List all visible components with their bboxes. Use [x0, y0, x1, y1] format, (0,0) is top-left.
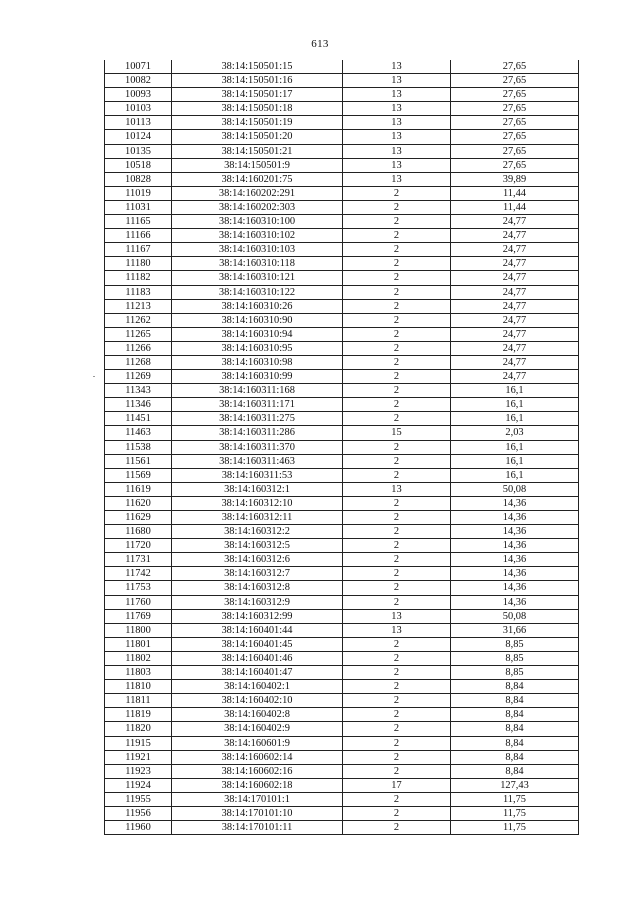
table-row	[105, 229, 579, 243]
value-cell: 27,65	[451, 102, 579, 116]
code-cell: 13	[343, 116, 451, 130]
value-cell: 24,77	[451, 341, 579, 355]
value-cell: 8,84	[451, 750, 579, 764]
value-cell: 27,65	[451, 116, 579, 130]
id-cell: 11720	[105, 539, 172, 553]
table-row	[105, 511, 579, 525]
id-cell: 11801	[105, 637, 172, 651]
table-row	[105, 74, 579, 88]
table-row	[105, 680, 579, 694]
data-table	[104, 60, 579, 835]
code-cell: 2	[343, 440, 451, 454]
code-cell: 2	[343, 553, 451, 567]
code-cell: 2	[343, 496, 451, 510]
table-row	[105, 172, 579, 186]
id-cell: 11803	[105, 666, 172, 680]
id-cell: 11165	[105, 215, 172, 229]
id-cell: 11569	[105, 468, 172, 482]
cadastral-number-cell: 38:14:160602:14	[172, 750, 343, 764]
value-cell: 11,75	[451, 821, 579, 835]
table-row	[105, 482, 579, 496]
table-row	[105, 215, 579, 229]
cadastral-number-cell: 38:14:160401:46	[172, 651, 343, 665]
table-row	[105, 539, 579, 553]
code-cell: 2	[343, 637, 451, 651]
id-cell: 11955	[105, 792, 172, 806]
scan-speck	[93, 376, 95, 377]
cadastral-number-cell: 38:14:160312:6	[172, 553, 343, 567]
value-cell: 8,84	[451, 736, 579, 750]
cadastral-number-cell: 38:14:160310:26	[172, 299, 343, 313]
data-table-container	[104, 60, 578, 835]
code-cell: 2	[343, 539, 451, 553]
table-row	[105, 750, 579, 764]
value-cell: 27,65	[451, 158, 579, 172]
table-row	[105, 355, 579, 369]
cadastral-number-cell: 38:14:160311:463	[172, 454, 343, 468]
cadastral-number-cell: 38:14:150501:18	[172, 102, 343, 116]
cadastral-number-cell: 38:14:160401:47	[172, 666, 343, 680]
cadastral-number-cell: 38:14:150501:9	[172, 158, 343, 172]
table-row	[105, 623, 579, 637]
cadastral-number-cell: 38:14:160312:9	[172, 595, 343, 609]
code-cell: 2	[343, 694, 451, 708]
id-cell: 11960	[105, 821, 172, 835]
value-cell: 14,36	[451, 525, 579, 539]
table-row	[105, 454, 579, 468]
cadastral-number-cell: 38:14:160310:102	[172, 229, 343, 243]
table-row	[105, 102, 579, 116]
id-cell: 11183	[105, 285, 172, 299]
table-row	[105, 778, 579, 792]
table-row	[105, 144, 579, 158]
cadastral-number-cell: 38:14:160310:94	[172, 327, 343, 341]
cadastral-number-cell: 38:14:160401:44	[172, 623, 343, 637]
id-cell: 11180	[105, 257, 172, 271]
table-row	[105, 271, 579, 285]
id-cell: 10093	[105, 88, 172, 102]
table-row	[105, 158, 579, 172]
code-cell: 13	[343, 60, 451, 74]
table-row	[105, 637, 579, 651]
cadastral-number-cell: 38:14:160401:45	[172, 637, 343, 651]
value-cell: 14,36	[451, 496, 579, 510]
code-cell: 13	[343, 88, 451, 102]
id-cell: 11269	[105, 370, 172, 384]
table-row	[105, 257, 579, 271]
code-cell: 13	[343, 158, 451, 172]
id-cell: 11343	[105, 384, 172, 398]
cadastral-number-cell: 38:14:160310:90	[172, 313, 343, 327]
cadastral-number-cell: 38:14:160202:291	[172, 186, 343, 200]
code-cell: 2	[343, 370, 451, 384]
value-cell: 24,77	[451, 370, 579, 384]
cadastral-number-cell: 38:14:160311:171	[172, 398, 343, 412]
cadastral-number-cell: 38:14:160311:370	[172, 440, 343, 454]
code-cell: 17	[343, 778, 451, 792]
code-cell: 2	[343, 243, 451, 257]
value-cell: 16,1	[451, 384, 579, 398]
table-body	[105, 60, 579, 835]
id-cell: 11262	[105, 313, 172, 327]
id-cell: 11680	[105, 525, 172, 539]
id-cell: 11811	[105, 694, 172, 708]
table-row	[105, 200, 579, 214]
value-cell: 127,43	[451, 778, 579, 792]
code-cell: 2	[343, 285, 451, 299]
cadastral-number-cell: 38:14:160310:118	[172, 257, 343, 271]
value-cell: 8,85	[451, 651, 579, 665]
code-cell: 2	[343, 680, 451, 694]
code-cell: 2	[343, 200, 451, 214]
value-cell: 27,65	[451, 74, 579, 88]
table-row	[105, 609, 579, 623]
code-cell: 2	[343, 257, 451, 271]
code-cell: 2	[343, 398, 451, 412]
code-cell: 2	[343, 355, 451, 369]
code-cell: 13	[343, 609, 451, 623]
id-cell: 11923	[105, 764, 172, 778]
value-cell: 14,36	[451, 553, 579, 567]
value-cell: 16,1	[451, 468, 579, 482]
code-cell: 13	[343, 623, 451, 637]
cadastral-number-cell: 38:14:160312:10	[172, 496, 343, 510]
id-cell: 11346	[105, 398, 172, 412]
value-cell: 16,1	[451, 454, 579, 468]
id-cell: 10082	[105, 74, 172, 88]
id-cell: 10828	[105, 172, 172, 186]
id-cell: 11268	[105, 355, 172, 369]
value-cell: 2,03	[451, 426, 579, 440]
cadastral-number-cell: 38:14:150501:21	[172, 144, 343, 158]
value-cell: 24,77	[451, 355, 579, 369]
code-cell: 2	[343, 186, 451, 200]
code-cell: 2	[343, 764, 451, 778]
id-cell: 11620	[105, 496, 172, 510]
value-cell: 14,36	[451, 511, 579, 525]
value-cell: 50,08	[451, 482, 579, 496]
id-cell: 11921	[105, 750, 172, 764]
code-cell: 2	[343, 299, 451, 313]
id-cell: 11167	[105, 243, 172, 257]
code-cell: 2	[343, 651, 451, 665]
table-row	[105, 821, 579, 835]
id-cell: 11019	[105, 186, 172, 200]
table-row	[105, 792, 579, 806]
table-row	[105, 299, 579, 313]
id-cell: 11538	[105, 440, 172, 454]
id-cell: 11760	[105, 595, 172, 609]
value-cell: 27,65	[451, 88, 579, 102]
code-cell: 2	[343, 341, 451, 355]
code-cell: 2	[343, 821, 451, 835]
table-row	[105, 116, 579, 130]
code-cell: 2	[343, 215, 451, 229]
table-row	[105, 426, 579, 440]
value-cell: 24,77	[451, 271, 579, 285]
code-cell: 2	[343, 750, 451, 764]
table-row	[105, 243, 579, 257]
id-cell: 11800	[105, 623, 172, 637]
code-cell: 2	[343, 666, 451, 680]
value-cell: 50,08	[451, 609, 579, 623]
cadastral-number-cell: 38:14:160310:98	[172, 355, 343, 369]
code-cell: 2	[343, 806, 451, 820]
code-cell: 13	[343, 130, 451, 144]
cadastral-number-cell: 38:14:150501:15	[172, 60, 343, 74]
value-cell: 8,84	[451, 694, 579, 708]
cadastral-number-cell: 38:14:160311:286	[172, 426, 343, 440]
value-cell: 24,77	[451, 257, 579, 271]
cadastral-number-cell: 38:14:160201:75	[172, 172, 343, 186]
cadastral-number-cell: 38:14:150501:17	[172, 88, 343, 102]
id-cell: 11265	[105, 327, 172, 341]
code-cell: 2	[343, 313, 451, 327]
cadastral-number-cell: 38:14:170101:10	[172, 806, 343, 820]
id-cell: 11810	[105, 680, 172, 694]
cadastral-number-cell: 38:14:160602:16	[172, 764, 343, 778]
page-number: 613	[311, 38, 329, 50]
value-cell: 24,77	[451, 327, 579, 341]
table-row	[105, 60, 579, 74]
id-cell: 11924	[105, 778, 172, 792]
cadastral-number-cell: 38:14:160312:1	[172, 482, 343, 496]
table-row	[105, 708, 579, 722]
code-cell: 2	[343, 229, 451, 243]
cadastral-number-cell: 38:14:150501:20	[172, 130, 343, 144]
value-cell: 39,89	[451, 172, 579, 186]
table-row	[105, 384, 579, 398]
value-cell: 8,85	[451, 666, 579, 680]
id-cell: 11166	[105, 229, 172, 243]
value-cell: 24,77	[451, 299, 579, 313]
value-cell: 27,65	[451, 144, 579, 158]
id-cell: 11629	[105, 511, 172, 525]
id-cell: 11463	[105, 426, 172, 440]
cadastral-number-cell: 38:14:160202:303	[172, 200, 343, 214]
id-cell: 11451	[105, 412, 172, 426]
value-cell: 8,84	[451, 722, 579, 736]
value-cell: 27,65	[451, 60, 579, 74]
value-cell: 31,66	[451, 623, 579, 637]
table-row	[105, 595, 579, 609]
cadastral-number-cell: 38:14:160310:122	[172, 285, 343, 299]
table-row	[105, 88, 579, 102]
code-cell: 2	[343, 384, 451, 398]
table-row	[105, 412, 579, 426]
cadastral-number-cell: 38:14:170101:1	[172, 792, 343, 806]
id-cell: 11802	[105, 651, 172, 665]
table-row	[105, 313, 579, 327]
cadastral-number-cell: 38:14:160402:1	[172, 680, 343, 694]
code-cell: 2	[343, 567, 451, 581]
cadastral-number-cell: 38:14:160312:99	[172, 609, 343, 623]
cadastral-number-cell: 38:14:160402:9	[172, 722, 343, 736]
code-cell: 2	[343, 792, 451, 806]
value-cell: 8,85	[451, 637, 579, 651]
code-cell: 2	[343, 525, 451, 539]
table-row	[105, 327, 579, 341]
value-cell: 14,36	[451, 581, 579, 595]
id-cell: 10135	[105, 144, 172, 158]
code-cell: 2	[343, 595, 451, 609]
table-row	[105, 722, 579, 736]
id-cell: 11182	[105, 271, 172, 285]
cadastral-number-cell: 38:14:160312:2	[172, 525, 343, 539]
code-cell: 2	[343, 511, 451, 525]
table-row	[105, 581, 579, 595]
value-cell: 24,77	[451, 313, 579, 327]
id-cell: 11820	[105, 722, 172, 736]
value-cell: 8,84	[451, 708, 579, 722]
id-cell: 11561	[105, 454, 172, 468]
code-cell: 15	[343, 426, 451, 440]
value-cell: 11,75	[451, 806, 579, 820]
value-cell: 16,1	[451, 398, 579, 412]
cadastral-number-cell: 38:14:160312:5	[172, 539, 343, 553]
table-row	[105, 694, 579, 708]
id-cell: 11753	[105, 581, 172, 595]
code-cell: 13	[343, 102, 451, 116]
cadastral-number-cell: 38:14:160311:53	[172, 468, 343, 482]
cadastral-number-cell: 38:14:160402:10	[172, 694, 343, 708]
value-cell: 8,84	[451, 680, 579, 694]
cadastral-number-cell: 38:14:170101:11	[172, 821, 343, 835]
code-cell: 2	[343, 708, 451, 722]
value-cell: 16,1	[451, 440, 579, 454]
table-row	[105, 567, 579, 581]
cadastral-number-cell: 38:14:160601:9	[172, 736, 343, 750]
cadastral-number-cell: 38:14:160311:275	[172, 412, 343, 426]
id-cell: 11742	[105, 567, 172, 581]
value-cell: 11,75	[451, 792, 579, 806]
value-cell: 16,1	[451, 412, 579, 426]
code-cell: 2	[343, 581, 451, 595]
table-row	[105, 651, 579, 665]
table-row	[105, 666, 579, 680]
value-cell: 8,84	[451, 764, 579, 778]
table-row	[105, 341, 579, 355]
cadastral-number-cell: 38:14:150501:19	[172, 116, 343, 130]
code-cell: 2	[343, 454, 451, 468]
id-cell: 10103	[105, 102, 172, 116]
value-cell: 24,77	[451, 229, 579, 243]
table-row	[105, 398, 579, 412]
cadastral-number-cell: 38:14:160312:8	[172, 581, 343, 595]
cadastral-number-cell: 38:14:160310:99	[172, 370, 343, 384]
value-cell: 24,77	[451, 243, 579, 257]
code-cell: 2	[343, 412, 451, 426]
table-row	[105, 736, 579, 750]
value-cell: 14,36	[451, 539, 579, 553]
value-cell: 24,77	[451, 285, 579, 299]
table-row	[105, 130, 579, 144]
cadastral-number-cell: 38:14:160310:100	[172, 215, 343, 229]
cadastral-number-cell: 38:14:160310:103	[172, 243, 343, 257]
code-cell: 13	[343, 482, 451, 496]
table-row	[105, 764, 579, 778]
id-cell: 11956	[105, 806, 172, 820]
cadastral-number-cell: 38:14:150501:16	[172, 74, 343, 88]
cadastral-number-cell: 38:14:160602:18	[172, 778, 343, 792]
code-cell: 13	[343, 144, 451, 158]
cadastral-number-cell: 38:14:160312:7	[172, 567, 343, 581]
value-cell: 27,65	[451, 130, 579, 144]
id-cell: 10518	[105, 158, 172, 172]
value-cell: 11,44	[451, 186, 579, 200]
cadastral-number-cell: 38:14:160310:95	[172, 341, 343, 355]
id-cell: 10113	[105, 116, 172, 130]
id-cell: 11619	[105, 482, 172, 496]
id-cell: 11031	[105, 200, 172, 214]
value-cell: 14,36	[451, 595, 579, 609]
code-cell: 13	[343, 74, 451, 88]
table-row	[105, 370, 579, 384]
id-cell: 11731	[105, 553, 172, 567]
cadastral-number-cell: 38:14:160311:168	[172, 384, 343, 398]
table-row	[105, 525, 579, 539]
code-cell: 13	[343, 172, 451, 186]
cadastral-number-cell: 38:14:160312:11	[172, 511, 343, 525]
id-cell: 10124	[105, 130, 172, 144]
value-cell: 11,44	[451, 200, 579, 214]
table-row	[105, 285, 579, 299]
code-cell: 2	[343, 271, 451, 285]
table-row	[105, 440, 579, 454]
code-cell: 2	[343, 468, 451, 482]
id-cell: 11915	[105, 736, 172, 750]
table-row	[105, 553, 579, 567]
table-row	[105, 186, 579, 200]
id-cell: 10071	[105, 60, 172, 74]
cadastral-number-cell: 38:14:160402:8	[172, 708, 343, 722]
table-row	[105, 468, 579, 482]
id-cell: 11819	[105, 708, 172, 722]
id-cell: 11213	[105, 299, 172, 313]
code-cell: 2	[343, 736, 451, 750]
cadastral-number-cell: 38:14:160310:121	[172, 271, 343, 285]
code-cell: 2	[343, 722, 451, 736]
table-row	[105, 496, 579, 510]
id-cell: 11266	[105, 341, 172, 355]
id-cell: 11769	[105, 609, 172, 623]
table-row	[105, 806, 579, 820]
value-cell: 24,77	[451, 215, 579, 229]
value-cell: 14,36	[451, 567, 579, 581]
code-cell: 2	[343, 327, 451, 341]
